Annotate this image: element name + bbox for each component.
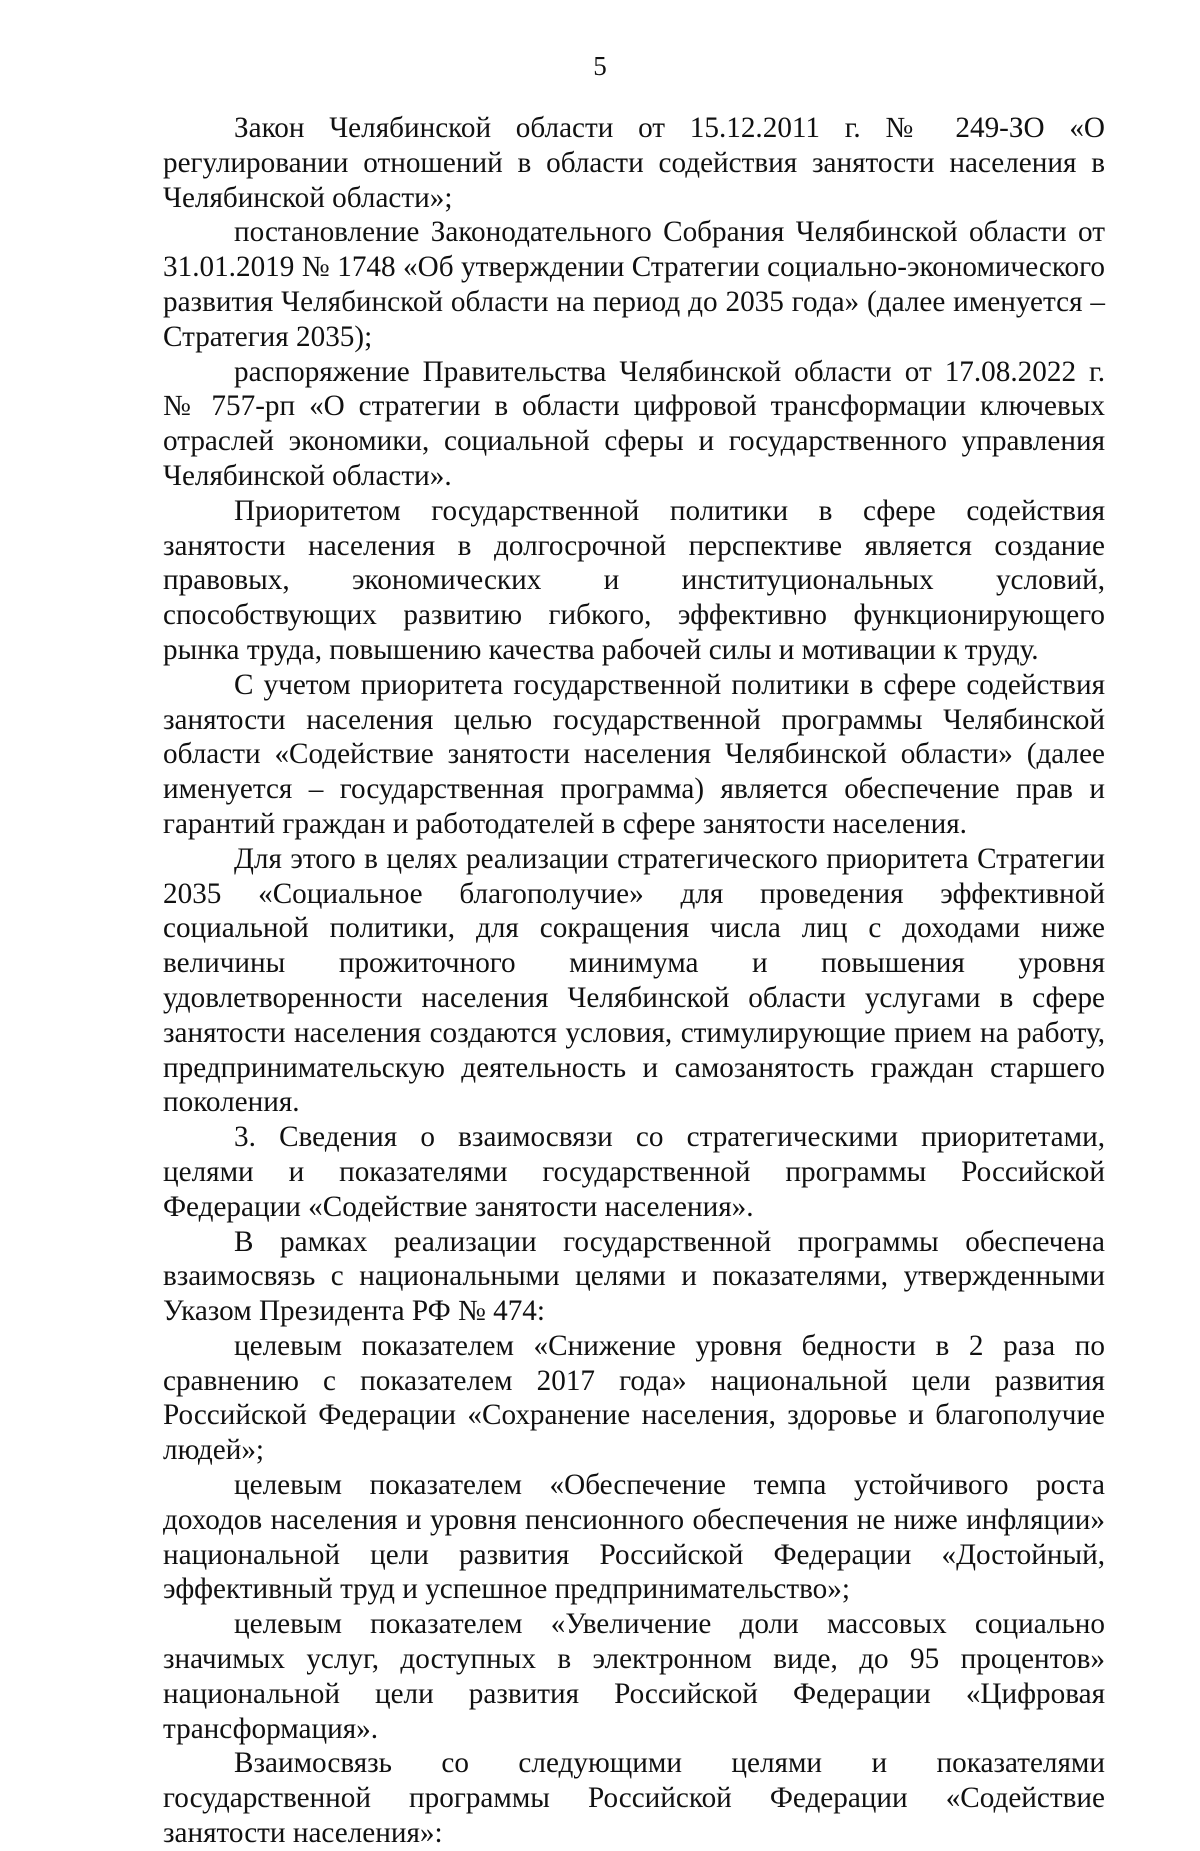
paragraph-resolution-strategy-2035: постановление Законодательного Собрания Челябинской области от 31.01.2019 № 1748 «Об утверждении Стратегии социально-экономического развития Челябинской области на период до 2035 года» (далее именуется – Стратегия 2035); <box>163 216 1105 353</box>
paragraph-program-goal: С учетом приоритета государственной политики в сфере содействия занятости населения целью государственной программы Челябинской области «Содействие занятости населения Челябинской области» (далее именуется – государственная программа) является обеспечение прав и гарантий граждан и работодателей в сфере занятости населения. <box>163 668 1105 840</box>
paragraph-income-indicator: целевым показателем «Обеспечение темпа устойчивого роста доходов населения и уровня пенсионного обеспечения не ниже инфляции» национальной цели развития Российской Федерации «Достойный, эффективный труд и успешное предпринимательство»; <box>163 1469 1105 1606</box>
section-heading-3: 3. Сведения о взаимосвязи со стратегическими приоритетами, целями и показателями государственной программы Российской Федерации «Содействие занятости населения». <box>163 1121 1105 1223</box>
paragraph-national-goals: В рамках реализации государственной программы обеспечена взаимосвязь с национальными целями и показателями, утвержденными Указом Президента РФ № 474: <box>163 1225 1105 1328</box>
paragraph-law-reference: Закон Челябинской области от 15.12.2011 г. № 249-ЗО «О регулировании отношений в области содействия занятости населения в Челябинской области»; <box>163 112 1105 214</box>
page-number: 5 <box>593 51 607 81</box>
paragraph-poverty-indicator: целевым показателем «Снижение уровня бедности в 2 раза по сравнению с показателем 2017 года» национальной цели развития Российской Федерации «Сохранение населения, здоровье и благополучие людей»; <box>163 1329 1105 1467</box>
paragraph-federal-program-link: Взаимосвязь со следующими целями и показателями государственной программы Российской Федерации «Содействие занятости населения»: <box>163 1747 1105 1850</box>
paragraph-policy-priority: Приоритетом государственной политики в сфере содействия занятости населения в долгосрочной перспективе является создание правовых, экономических и институциональных условий, способствующих развитию гибкого, эффективно функционирующего рынка труда, повышению качества рабочей силы и мотивации к труду. <box>163 494 1105 666</box>
paragraph-government-order: распоряжение Правительства Челябинской области от 17.08.2022 г. № 757-рп «О стратегии в области цифровой трансформации ключевых отраслей экономики, социальной сферы и государственного управления Челябинской области». <box>163 355 1105 492</box>
document-body <box>163 111 1105 1851</box>
paragraph-social-wellbeing: Для этого в целях реализации стратегического приоритета Стратегии 2035 «Социальное благополучие» для проведения эффективной социальной политики, для сокращения числа лиц с доходами ниже величины прожиточного минимума и повышения уровня удовлетворенности населения Челябинской области услугами в сфере занятости населения создаются условия, стимулирующие прием на работу, предпринимательскую деятельность и самозанятость граждан старшего поколения. <box>163 842 1105 1119</box>
paragraph-digital-indicator: целевым показателем «Увеличение доли массовых социально значимых услуг, доступных в электронном виде, до 95 процентов» национальной цели развития Российской Федерации «Цифровая трансформация». <box>163 1608 1105 1745</box>
